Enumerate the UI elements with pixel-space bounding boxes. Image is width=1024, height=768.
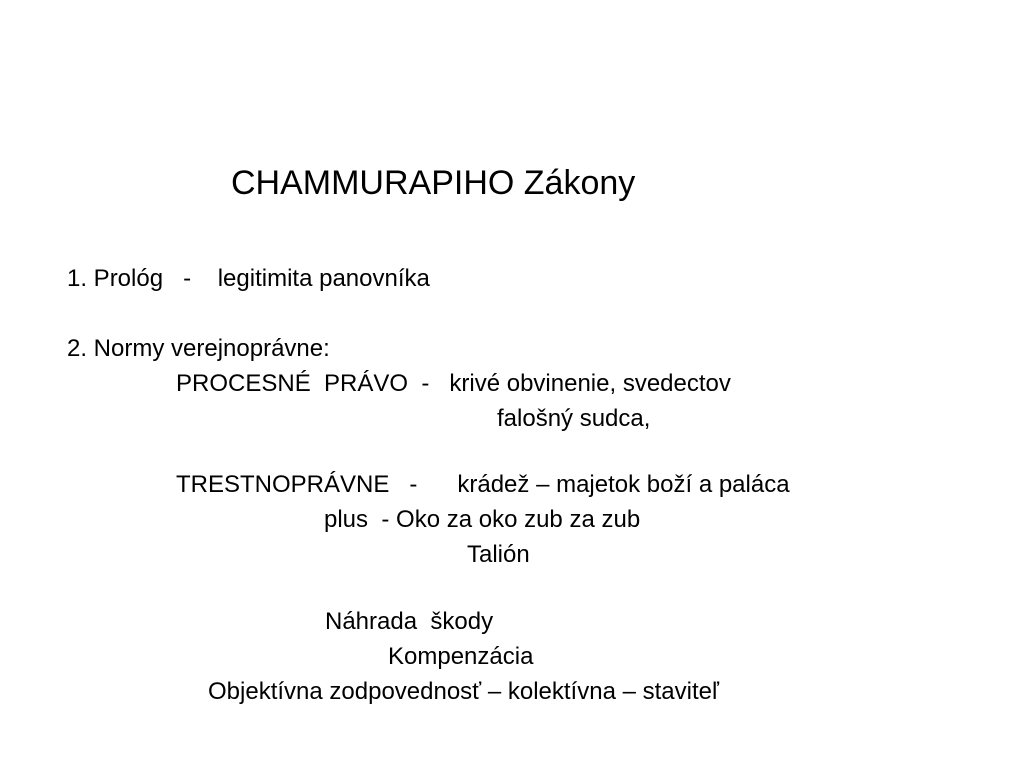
criminal-law-line: TRESTNOPRÁVNE - krádež – majetok boží a paláca [176, 471, 790, 498]
liability-line: Objektívna zodpovednosť – kolektívna – staviteľ [208, 678, 719, 705]
compensation-line: Kompenzácia [388, 643, 534, 670]
talion-line: Talión [467, 541, 530, 568]
public-law-heading: 2. Normy verejnoprávne: [67, 335, 330, 362]
prolog-line: 1. Prológ - legitimita panovníka [67, 265, 430, 292]
damages-line: Náhrada škody [325, 608, 494, 635]
eye-for-eye-line: plus - Oko za oko zub za zub [324, 506, 641, 533]
false-judge-line: falošný sudca, [497, 405, 651, 432]
slide-title: CHAMMURAPIHO Zákony [231, 164, 636, 202]
procedural-law-line: PROCESNÉ PRÁVO - krivé obvinenie, svedectov [176, 370, 731, 397]
